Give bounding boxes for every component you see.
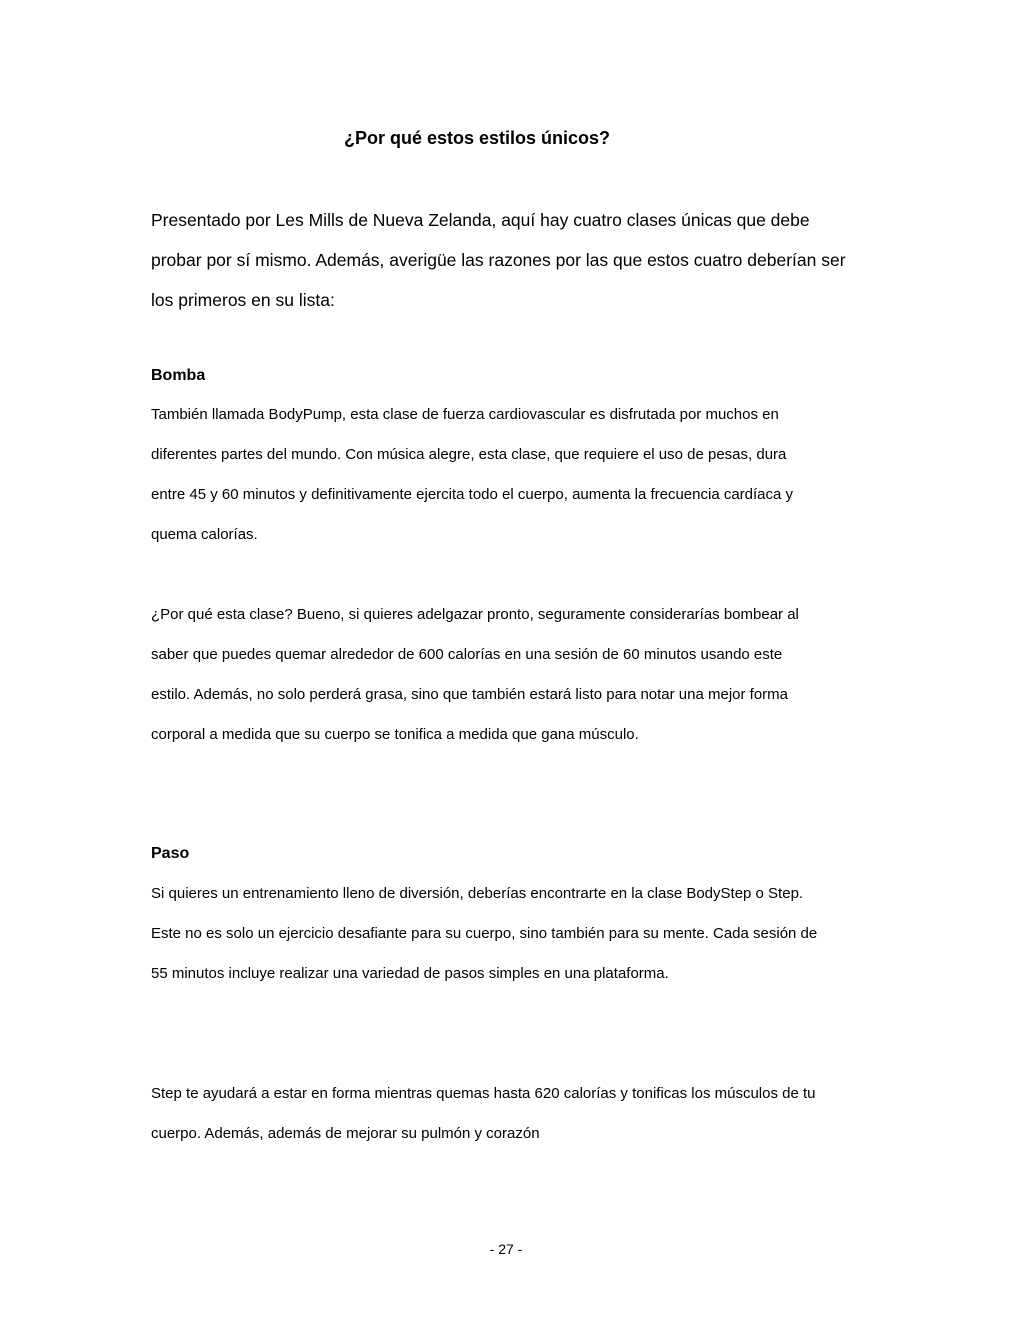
paragraph-line: ¿Por qué esta clase? Bueno, si quieres adelgazar pronto, seguramente considerarías bombear al [151, 606, 799, 623]
paragraph-line: Si quieres un entrenamiento lleno de diversión, deberías encontrarte en la clase BodyStep o Step. [151, 885, 804, 902]
paragraph-line: diferentes partes del mundo. Con música alegre, esta clase, que requiere el uso de pesas, dura [151, 446, 787, 463]
intro-paragraph [151, 200, 881, 320]
bomba-paragraph-2 [151, 595, 886, 755]
page-number: - 27 - [489, 1241, 523, 1257]
paragraph-line: 55 minutos incluye realizar una variedad de pasos simples en una plataforma. [151, 965, 669, 982]
paragraph-line: estilo. Además, no solo perderá grasa, sino que también estará listo para notar una mejor forma [151, 686, 789, 703]
paso-paragraph-1 [151, 874, 886, 994]
paragraph-line: corporal a medida que su cuerpo se tonifica a medida que gana músculo. [151, 726, 639, 743]
page-title: ¿Por qué estos estilos únicos? [343, 128, 611, 148]
intro-line: Presentado por Les Mills de Nueva Zelanda, aquí hay cuatro clases únicas que debe [151, 210, 810, 230]
intro-line: probar por sí mismo. Además, averigüe las razones por las que estos cuatro deberían ser [151, 250, 846, 270]
paso-paragraph-2 [151, 1074, 886, 1154]
section-heading-bomba: Bomba [151, 367, 206, 384]
paragraph-line: saber que puedes quemar alrededor de 600 calorías en una sesión de 60 minutos usando este [151, 646, 783, 663]
section-heading-paso: Paso [151, 845, 190, 862]
paragraph-line: entre 45 y 60 minutos y definitivamente ejercita todo el cuerpo, aumenta la frecuencia cardíaca y [151, 486, 794, 503]
bomba-paragraph-1 [151, 395, 886, 555]
intro-line: los primeros en su lista: [151, 290, 335, 310]
paragraph-line: Step te ayudará a estar en forma mientras quemas hasta 620 calorías y tonificas los músculos de tu [151, 1085, 816, 1102]
paragraph-line: También llamada BodyPump, esta clase de fuerza cardiovascular es disfrutada por muchos en [151, 406, 779, 423]
paragraph-line: cuerpo. Además, además de mejorar su pulmón y corazón [151, 1125, 540, 1142]
paragraph-line: Este no es solo un ejercicio desafiante para su cuerpo, sino también para su mente. Cada sesión de [151, 925, 818, 942]
paragraph-line: quema calorías. [151, 526, 258, 543]
